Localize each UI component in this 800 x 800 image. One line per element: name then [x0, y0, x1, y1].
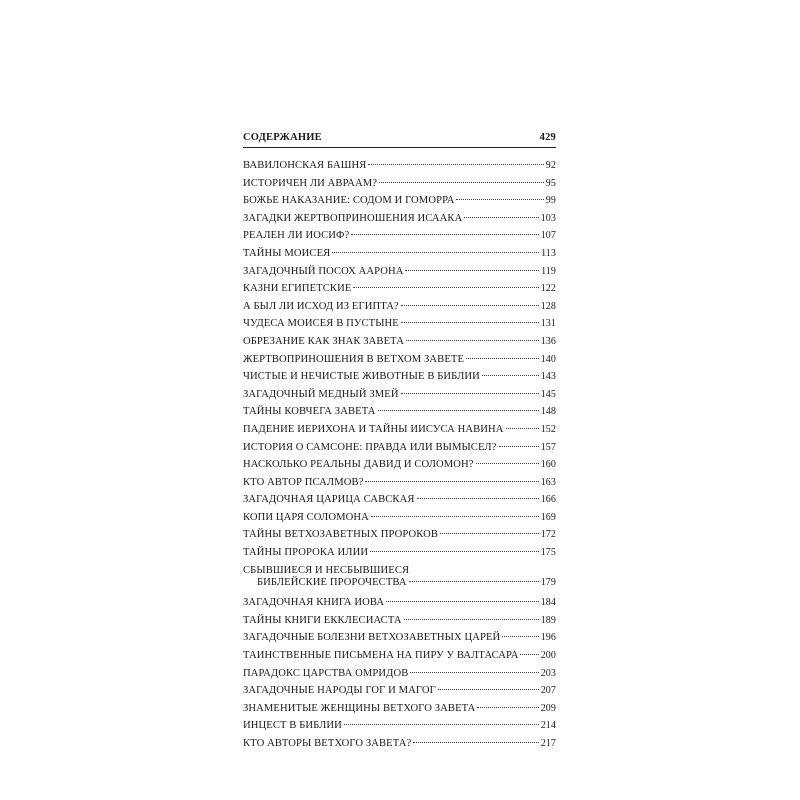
toc-entry-title: ЗАГАДКИ ЖЕРТВОПРИНОШЕНИЯ ИСААКА [243, 212, 463, 224]
toc-entry-multiline [243, 562, 556, 595]
toc-entry-title-line1: СБЫВШИЕСЯ И НЕСБЫВШИЕСЯ [243, 564, 410, 576]
table-of-contents [243, 157, 556, 753]
toc-entry-title: ТАЙНЫ ВЕТХОЗАВЕТНЫХ ПРОРОКОВ [243, 529, 439, 541]
toc-entry-title: КОПИ ЦАРЯ СОЛОМОНА [243, 511, 369, 523]
toc-entry [243, 700, 556, 718]
toc-entry-page: 217 [540, 738, 556, 749]
toc-entry-title: КАЗНИ ЕГИПЕТСКИЕ [243, 283, 352, 295]
toc-entry [243, 717, 556, 735]
toc-entry-title: ВАВИЛОНСКАЯ БАШНЯ [243, 160, 367, 171]
toc-entry-title: ЖЕРТВОПРИНОШЕНИЯ В ВЕТХОМ ЗАВЕТЕ [243, 353, 465, 365]
toc-entry-page: 163 [540, 476, 556, 488]
dot-leader [464, 217, 538, 218]
dot-leader [404, 619, 539, 620]
toc-entry-title: ТАЙНЫ КНИГИ ЕККЛЕСИАСТА [243, 614, 402, 626]
section-title: СОДЕРЖАНИЕ [243, 132, 322, 143]
toc-entry [243, 491, 556, 509]
dot-leader [413, 742, 538, 743]
dot-leader [440, 533, 539, 534]
toc-entry-page: 143 [540, 371, 556, 383]
toc-entry [243, 544, 556, 562]
toc-entry-title: ПАДЕНИЕ ИЕРИХОНА И ТАЙНЫ ИИСУСА НАВИНА [243, 423, 504, 435]
dot-leader [409, 581, 539, 582]
toc-entry-title: ТАЙНЫ КОВЧЕГА ЗАВЕТА [243, 406, 376, 418]
toc-entry-title: КТО АВТОРЫ ВЕТХОГО ЗАВЕТА? [243, 738, 412, 749]
toc-entry-page: 172 [540, 529, 556, 541]
toc-entry [243, 474, 556, 492]
toc-entry-title: ИСТОРИЯ О САМСОНЕ: ПРАВДА ИЛИ ВЫМЫСЕЛ? [243, 441, 497, 453]
toc-entry-page: 145 [540, 388, 556, 400]
dot-leader [482, 375, 539, 376]
dot-leader [499, 446, 539, 447]
toc-entry-page: 209 [540, 702, 556, 714]
toc-entry [243, 629, 556, 647]
toc-entry-page: 184 [540, 597, 556, 609]
dot-leader [351, 234, 538, 235]
toc-entry [243, 298, 556, 316]
toc-entry [243, 665, 556, 683]
toc-entry [243, 333, 556, 351]
dot-leader [476, 463, 539, 464]
toc-entry [243, 421, 556, 439]
toc-entry [243, 439, 556, 457]
toc-entry-page: 166 [540, 494, 556, 506]
dot-leader [353, 287, 538, 288]
toc-entry-page: 189 [540, 614, 556, 626]
toc-entry [243, 735, 556, 753]
dot-leader [502, 636, 538, 637]
toc-entry-title: ТАЙНЫ ПРОРОКА ИЛИИ [243, 547, 369, 559]
dot-leader [379, 182, 544, 183]
toc-entry [243, 263, 556, 281]
toc-entry [243, 227, 556, 245]
toc-entry [243, 612, 556, 630]
toc-entry-title: ЗНАМЕНИТЫЕ ЖЕНЩИНЫ ВЕТХОГО ЗАВЕТА [243, 702, 476, 714]
dot-leader [332, 252, 539, 253]
toc-entry-page: 99 [545, 195, 556, 207]
toc-entry-page: 169 [540, 511, 556, 523]
toc-entry [243, 280, 556, 298]
toc-entry [243, 368, 556, 386]
toc-entry-page: 179 [540, 577, 556, 589]
dot-leader [386, 601, 539, 602]
toc-entry-page: 214 [540, 720, 556, 732]
toc-entry-title: ТАИНСТВЕННЫЕ ПИСЬМЕНА НА ПИРУ У ВАЛТАСАРА [243, 650, 519, 662]
dot-leader [410, 672, 538, 673]
dot-leader [456, 199, 543, 200]
toc-entry-page: 131 [540, 318, 556, 330]
book-page [243, 129, 556, 753]
toc-entry-title: А БЫЛ ЛИ ИСХОД ИЗ ЕГИПТА? [243, 300, 399, 312]
dot-leader [401, 305, 539, 306]
toc-entry-title: РЕАЛЕН ЛИ ИОСИФ? [243, 230, 350, 242]
toc-entry [243, 245, 556, 263]
toc-entry [243, 647, 556, 665]
dot-leader [466, 358, 539, 359]
dot-leader [365, 481, 538, 482]
toc-entry [243, 594, 556, 612]
toc-entry-title: ЧУДЕСА МОИСЕЯ В ПУСТЫНЕ [243, 318, 399, 330]
toc-entry-title: ЗАГАДОЧНЫЙ МЕДНЫЙ ЗМЕЙ [243, 388, 399, 400]
toc-entry-page: 136 [540, 335, 556, 347]
toc-entry-title-line2: БИБЛЕЙСКИЕ ПРОРОЧЕСТВА [257, 577, 407, 589]
toc-entry-page: 140 [540, 353, 556, 365]
toc-entry [243, 386, 556, 404]
toc-entry-page: 175 [540, 547, 556, 559]
toc-entry-page: 119 [541, 265, 556, 277]
toc-entry-page: 92 [545, 160, 556, 171]
toc-entry-page: 160 [540, 459, 556, 471]
dot-leader [506, 428, 539, 429]
toc-entry [243, 157, 556, 175]
toc-entry-title: ИСТОРИЧЕН ЛИ АВРААМ? [243, 177, 378, 189]
toc-entry [243, 526, 556, 544]
toc-entry-page: 122 [540, 283, 556, 295]
dot-leader [344, 724, 539, 725]
toc-entry [243, 456, 556, 474]
dot-leader [401, 322, 539, 323]
toc-entry-title: БОЖЬЕ НАКАЗАНИЕ: СОДОМ И ГОМОРРА [243, 195, 455, 207]
toc-entry [243, 351, 556, 369]
page-number: 429 [539, 132, 556, 143]
toc-entry-title: ОБРЕЗАНИЕ КАК ЗНАК ЗАВЕТА [243, 335, 404, 347]
toc-entry-title: ЗАГАДОЧНАЯ ЦАРИЦА САВСКАЯ [243, 494, 415, 506]
toc-entry-title: ЗАГАДОЧНЫЙ ПОСОХ ААРОНА [243, 265, 404, 277]
toc-entry [243, 210, 556, 228]
toc-entry [243, 315, 556, 333]
toc-entry-line2 [243, 577, 556, 590]
running-head [243, 129, 556, 148]
toc-entry-title: ТАЙНЫ МОИСЕЯ [243, 247, 331, 259]
toc-entry-page: 152 [540, 423, 556, 435]
toc-entry-page: 107 [540, 230, 556, 242]
dot-leader [370, 551, 539, 552]
toc-entry-page: 95 [545, 177, 556, 189]
toc-entry-title: НАСКОЛЬКО РЕАЛЬНЫ ДАВИД И СОЛОМОН? [243, 459, 474, 471]
dot-leader [405, 270, 539, 271]
toc-entry-page: 203 [540, 667, 556, 679]
dot-leader [378, 410, 539, 411]
toc-entry-page: 128 [540, 300, 556, 312]
dot-leader [401, 393, 539, 394]
toc-entry-page: 103 [540, 212, 556, 224]
toc-entry-page: 196 [540, 632, 556, 644]
toc-entry-title: ПАРАДОКС ЦАРСТВА ОМРИДОВ [243, 667, 409, 679]
toc-entry-title: ИНЦЕСТ В БИБЛИИ [243, 720, 342, 732]
toc-entry-page: 113 [541, 247, 556, 259]
dot-leader [368, 164, 543, 165]
dot-leader [438, 689, 539, 690]
toc-entry-title: КТО АВТОР ПСАЛМОВ? [243, 476, 364, 488]
toc-entry-title: ЗАГАДОЧНЫЕ НАРОДЫ ГОГ И МАГОГ [243, 685, 436, 697]
toc-entry [243, 175, 556, 193]
toc-entry [243, 682, 556, 700]
toc-entry-page: 148 [540, 406, 556, 418]
toc-entry-page: 157 [540, 441, 556, 453]
toc-entry [243, 403, 556, 421]
dot-leader [520, 654, 538, 655]
toc-entry-title: ЗАГАДОЧНАЯ КНИГА ИОВА [243, 597, 385, 609]
dot-leader [371, 516, 539, 517]
toc-entry [243, 509, 556, 527]
toc-entry-title: ЧИСТЫЕ И НЕЧИСТЫЕ ЖИВОТНЫЕ В БИБЛИИ [243, 371, 480, 383]
dot-leader [477, 707, 538, 708]
dot-leader [417, 498, 539, 499]
toc-entry-title: ЗАГАДОЧНЫЕ БОЛЕЗНИ ВЕТХОЗАВЕТНЫХ ЦАРЕЙ [243, 632, 501, 644]
toc-entry-page: 207 [540, 685, 556, 697]
toc-entry [243, 192, 556, 210]
dot-leader [406, 340, 539, 341]
toc-entry-page: 200 [540, 650, 556, 662]
